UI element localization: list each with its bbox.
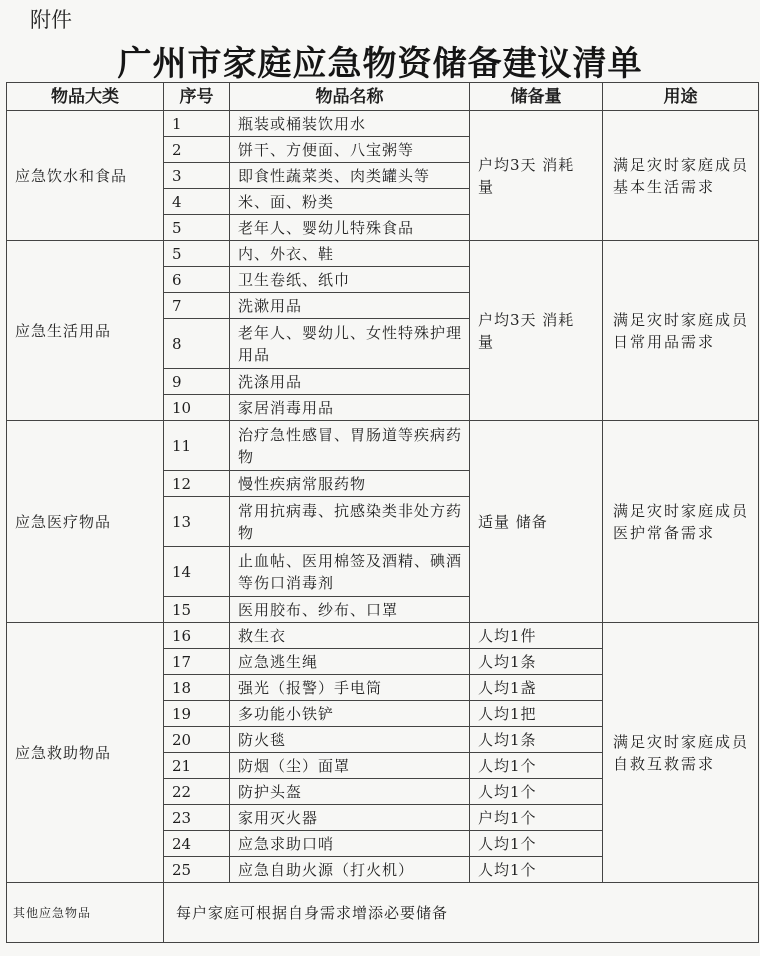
category-cell: 应急生活用品 (7, 241, 164, 421)
quantity-cell: 人均1个 (470, 831, 603, 857)
item-number: 23 (164, 805, 230, 831)
item-name: 慢性疾病常服药物 (230, 471, 470, 497)
quantity-cell: 人均1件 (470, 623, 603, 649)
table-row (7, 111, 759, 137)
item-name: 治疗急性感冒、胃肠道等疾病药物 (230, 421, 470, 471)
item-number: 3 (164, 163, 230, 189)
item-name: 瓶装或桶装饮用水 (230, 111, 470, 137)
quantity-text: 户均3天 消耗量 (478, 310, 575, 351)
item-name: 洗漱用品 (230, 293, 470, 319)
purpose-cell: 满足灾时家庭成员医护常备需求 (603, 421, 759, 623)
document-title: 广州市家庭应急物资储备建议清单 (117, 44, 643, 84)
item-number: 5 (164, 215, 230, 241)
quantity-text: 户均3天 消耗量 (478, 155, 575, 196)
item-name: 防护头盔 (230, 779, 470, 805)
item-name: 应急求助口哨 (230, 831, 470, 857)
item-name: 救生衣 (230, 623, 470, 649)
category-cell: 应急饮水和食品 (7, 111, 164, 241)
purpose-cell: 满足灾时家庭成员自救互救需求 (603, 623, 759, 883)
quantity-cell (470, 421, 603, 623)
item-number: 5 (164, 241, 230, 267)
item-number: 15 (164, 597, 230, 623)
header-number: 序号 (164, 83, 230, 111)
item-number: 24 (164, 831, 230, 857)
item-number: 6 (164, 267, 230, 293)
item-name: 应急逃生绳 (230, 649, 470, 675)
quantity-cell (470, 241, 603, 421)
header-name: 物品名称 (230, 83, 470, 111)
item-number: 12 (164, 471, 230, 497)
quantity-cell: 户均1个 (470, 805, 603, 831)
quantity-cell: 人均1个 (470, 753, 603, 779)
table-row (7, 623, 759, 649)
header-quantity: 储备量 (470, 83, 603, 111)
attachment-label: 附件 (30, 8, 72, 32)
supply-table (6, 82, 759, 943)
table-row (7, 421, 759, 471)
quantity-cell: 人均1盏 (470, 675, 603, 701)
header-purpose: 用途 (603, 83, 759, 111)
header-category: 物品大类 (7, 83, 164, 111)
item-name: 老年人、婴幼儿特殊食品 (230, 215, 470, 241)
item-number: 7 (164, 293, 230, 319)
item-name: 防火毯 (230, 727, 470, 753)
item-number: 17 (164, 649, 230, 675)
table-body (7, 111, 759, 883)
item-name: 家居消毒用品 (230, 395, 470, 421)
purpose-cell: 满足灾时家庭成员基本生活需求 (603, 111, 759, 241)
quantity-cell: 人均1个 (470, 779, 603, 805)
item-name: 强光（报警）手电筒 (230, 675, 470, 701)
item-number: 2 (164, 137, 230, 163)
item-name: 医用胶布、纱布、口罩 (230, 597, 470, 623)
item-name: 即食性蔬菜类、肉类罐头等 (230, 163, 470, 189)
item-number: 14 (164, 547, 230, 597)
item-number: 21 (164, 753, 230, 779)
item-number: 4 (164, 189, 230, 215)
header-row (7, 83, 759, 111)
item-name: 应急自助火源（打火机） (230, 857, 470, 883)
item-number: 1 (164, 111, 230, 137)
item-number: 25 (164, 857, 230, 883)
purpose-cell: 满足灾时家庭成员日常用品需求 (603, 241, 759, 421)
item-number: 11 (164, 421, 230, 471)
item-number: 18 (164, 675, 230, 701)
item-number: 13 (164, 497, 230, 547)
item-name: 常用抗病毒、抗感染类非处方药物 (230, 497, 470, 547)
item-number: 8 (164, 319, 230, 369)
other-text: 每户家庭可根据自身需求增添必要储备 (164, 883, 759, 943)
category-cell: 应急救助物品 (7, 623, 164, 883)
item-name: 米、面、粉类 (230, 189, 470, 215)
quantity-cell: 人均1条 (470, 649, 603, 675)
item-name: 止血帖、医用棉签及酒精、碘酒等伤口消毒剂 (230, 547, 470, 597)
item-number: 20 (164, 727, 230, 753)
item-name: 饼干、方便面、八宝粥等 (230, 137, 470, 163)
item-name: 老年人、婴幼儿、女性特殊护理用品 (230, 319, 470, 369)
other-row (7, 883, 759, 943)
quantity-cell: 人均1把 (470, 701, 603, 727)
other-category: 其他应急物品 (7, 883, 164, 943)
quantity-cell: 人均1个 (470, 857, 603, 883)
item-number: 19 (164, 701, 230, 727)
item-number: 9 (164, 369, 230, 395)
item-number: 22 (164, 779, 230, 805)
quantity-cell (470, 111, 603, 241)
item-name: 洗涤用品 (230, 369, 470, 395)
item-name: 防烟（尘）面罩 (230, 753, 470, 779)
quantity-cell: 人均1条 (470, 727, 603, 753)
item-name: 卫生卷纸、纸巾 (230, 267, 470, 293)
item-number: 16 (164, 623, 230, 649)
item-name: 家用灭火器 (230, 805, 470, 831)
table-row (7, 241, 759, 267)
quantity-text: 适量 储备 (478, 512, 548, 531)
item-name: 多功能小铁铲 (230, 701, 470, 727)
category-cell: 应急医疗物品 (7, 421, 164, 623)
item-number: 10 (164, 395, 230, 421)
item-name: 内、外衣、鞋 (230, 241, 470, 267)
